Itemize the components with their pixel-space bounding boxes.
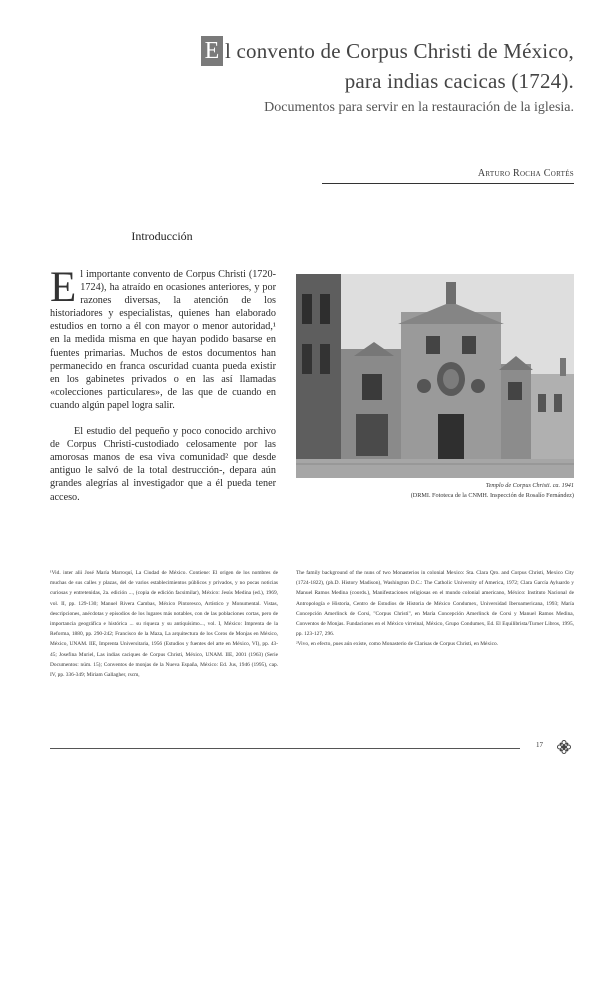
- figure-caption: [296, 481, 574, 501]
- caption-title: Templo de Corpus Christi. ca. 1941: [485, 482, 574, 489]
- page-number: 17: [536, 741, 543, 749]
- footnote-1: ¹Vid. inter alii José María Marroquí, La Ciudad de México. Contiene: El origen de los nombres de muchas de sus calles y plazas, del de varios establecimientos públicos y privados, y no pocas noticias curiosas y entretenidas, 2a. edición ..., (copia de edición facsimilar), México: Jesús Medina (ed.), 1969, vol. II, pp. 129-130; Manuel Rivera Cambas, México Pintoresco, Artístico y Monumental. Vistas, descripciones, anécdotas y episodios de los lugares más notables, con de las poblaciones cortas, pero de importancia geográfica e histórica ... su riqueza y su antiquísimo..., vol. I, México: Imprenta de la Reforma, 1880, pp. 290-242; Francisco de la Maza, La arquitectura de los Coros de Monjas en México, México, UNAM. IIE, Imprenta Universitaria, 1956 (Estudios y fuentes del arte en México, VI), pp. 43-45; Josefina Muriel, Las indias caciques de Corpus Christi, México, UNAM. IIE, 2001 (1963) (Serie Documentos: núm. 15); Conventos de monjas de la Nueva España, México: Ed. Jus, 1946 (1995), cap. IV, pp. 336-349; Miriam Gallagher, rscm,: [50, 570, 278, 679]
- church-photo: [296, 274, 574, 478]
- footnote-continued: The family background of the nuns of two Monasterios in colonial Mexico: Sta. Clara Qro. and Corpus Christi, Mexico City (1724-1822), (ph.D. History Madison), Washington D.C.: The Catholic University of America, 1972; Clara García Ayluardo y Manuel Ramos Medina (coords.), Manifestaciones religiosas en el mundo colonial americano, México: Instituto Nacional de Antropología e Historia, Centro de Estudios de Historia de México Condumex, Universidad Iberoamericana, 1993; María Concepción Amerlinck de Corsi, "Corpus Christi", en María Concepción Amerlinck de Corsi y Manuel Ramos Medina, Conventos de Monjas. Fundaciones en el México virreinal, México, Grupo Condumex, Ed. El Equilibrista/Turner Libros, 1995, pp. 123-127, 296. ²Vivo, en efecto, pues aún existe, como Monasterio de Clarisas de Corpus Christi, en México.: [296, 570, 574, 648]
- paragraph-2: El estudio del pequeño y poco conocido archivo de Corpus Christi-custodiado celosamente por las amorosas manos de esa viva comunidad² que desde antiguo le salvó de la total destrucción-, depara aún grandes alegrías al investigador que a él pueda tener acceso.: [50, 426, 276, 503]
- body-text: [50, 264, 276, 504]
- footer-rule: [50, 748, 520, 749]
- paragraph-1: [50, 264, 276, 412]
- article-subtitle: Documentos para servir en la restauración de la iglesia.: [264, 100, 574, 115]
- paragraph-1-text: l importante convento de Corpus Christi (1720-1724), ha atraído en ocasiones anteriores, y por razones diversas, la atención de los historiadores y especialistas, quienes han elaborado estudios en torno a él con mayor o menor autoridad,¹ en la medida misma en que hayan podido basarse en fuentes primarias. Muchos de estos documentos han permanecido en franca oscuridad cuanta pueda existir en los gabinetes privados o en las así llamadas «colecciones particulares», de las que de cuando en cuando algún papel logra salir.: [50, 269, 276, 411]
- footnotes-left: [50, 568, 278, 680]
- section-heading: Introducción: [131, 229, 193, 243]
- title-line-1: [154, 36, 574, 66]
- floral-ornament-icon: [556, 739, 572, 755]
- title-initial: E: [201, 36, 223, 66]
- drop-cap: E: [50, 264, 77, 311]
- title-line-1-text: l convento de Corpus Christi de México,: [225, 39, 574, 63]
- author-name: Arturo Rocha Cortés: [322, 168, 574, 184]
- article-title: [154, 36, 574, 116]
- title-line-2: para indias cacicas (1724).: [344, 69, 574, 93]
- church-facade-illustration: [296, 274, 574, 478]
- caption-credit: (DRMI. Fototeca de la CNMH. Inspección de Rosalío Fernández): [410, 492, 574, 499]
- footnotes-right: [296, 568, 574, 650]
